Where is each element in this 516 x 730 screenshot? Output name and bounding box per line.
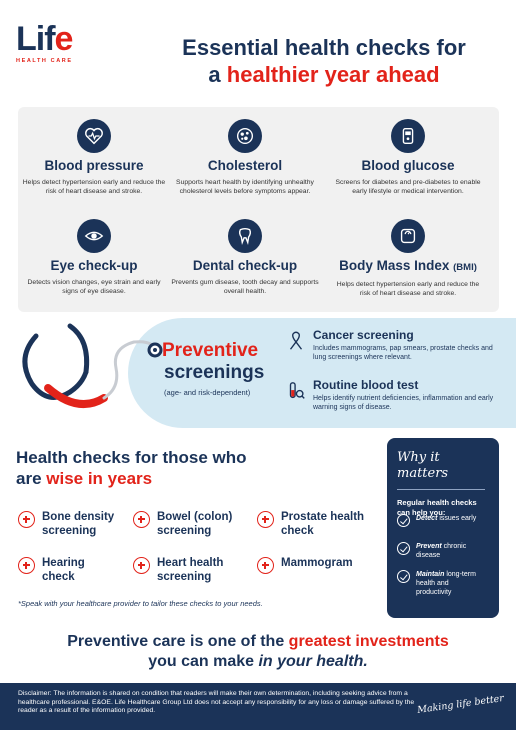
footer [0,683,516,730]
check-circle-icon [397,570,410,583]
check-title: Body Mass Index (BMI) [339,258,477,273]
wise-item-heart: Heart health screening [133,556,237,584]
closing-line-2: you can make in your health. [148,653,368,670]
page-title [154,34,494,88]
check-circle-icon [397,542,410,555]
why-subtitle: Regular health checks can help you: [397,498,477,517]
closing-statement [0,632,516,672]
wise-heading-line-2: are wise in years [16,469,153,488]
screening-title: Routine blood test [313,378,419,392]
check-blood-pressure [14,119,174,196]
stethoscope-icon [8,318,168,438]
plus-icon [133,557,150,574]
plus-icon [18,557,35,574]
plus-icon [257,511,274,528]
wise-item-mammogram: Mammogram [257,556,381,574]
check-dental [165,219,325,296]
screening-description: Includes mammograms, pap smears, prostate checks and lung screenings where relevant. [313,345,493,361]
glucose-meter-icon [391,119,425,153]
tailor-note: *Speak with your healthcare provider to tailor these checks to your needs. [18,599,263,608]
check-description: Supports heart health by identifying unhealthy cholesterol levels before symptoms appear. [176,179,314,195]
disclaimer-text: Disclaimer: The information is shared on condition that readers will make their own determination, including seeking advice from a healthcare professional. E&OE. Life Healthcare Group Ltd does not accept any responsibility for any loss or damage suffered by the reader as a result of the information provided. [18,690,415,715]
closing-line-1: Preventive care is one of the greatest investments [67,633,449,650]
why-title: Why it matters [397,450,449,481]
plus-icon [18,511,35,528]
preventive-title-accent: Preventive [162,340,259,361]
wise-item-bone-density: Bone density screening [18,510,128,538]
check-title: Dental check-up [192,258,298,273]
screening-title: Cancer screening [313,328,414,342]
why-item-maintain: Maintain long-term health and productivity [397,570,486,597]
wise-heading-line-1: Health checks for those who [16,448,247,467]
check-bmi [328,219,488,298]
check-title: Blood glucose [361,158,455,173]
tooth-icon [228,219,262,253]
eye-icon [77,219,111,253]
check-title: Eye check-up [50,258,138,273]
screening-description: Helps identify nutrient deficiencies, inflammation and early warning signs of disease. [313,395,494,411]
wise-item-bowel: Bowel (colon) screening [133,510,249,538]
ribbon-icon [285,330,307,352]
check-blood-glucose [328,119,488,196]
check-title: Blood pressure [44,158,144,173]
check-description: Helps detect hypertension early and reduce the risk of heart disease and stroke. [22,179,166,195]
why-item-prevent: Prevent chronic disease [397,542,486,560]
check-description: Prevents gum disease, tooth decay and supports overall health. [171,279,319,295]
cholesterol-molecule-icon [228,119,262,153]
check-title: Cholesterol [207,158,283,173]
title-line-2: a healthier year ahead [208,62,440,87]
heart-pulse-icon [77,119,111,153]
test-tube-icon [285,380,307,402]
wise-in-years-heading [16,447,247,489]
life-healthcare-logo [16,22,92,68]
scale-icon [391,219,425,253]
cancer-screening [285,328,495,362]
plus-icon [133,511,150,528]
title-line-1: Essential health checks for [182,35,466,60]
check-eye [14,219,174,296]
preventive-title [162,340,264,397]
tagline: Making life better [416,692,505,717]
check-cholesterol [165,119,325,196]
check-description: Helps detect hypertension early and reduce the risk of heart disease and stroke. [336,281,480,297]
why-it-matters-panel [387,438,499,618]
preventive-subtitle: (age- and risk-dependent) [164,388,251,397]
wise-item-hearing: Hearing check [18,556,102,584]
why-item-detect: Detect issues early [397,514,486,527]
check-description: Screens for diabetes and pre-diabetes to enable early lifestyle or medical intervention. [335,179,481,195]
logo-wordmark: Life [16,20,73,58]
routine-blood-test [285,378,495,412]
check-description: Detects vision changes, eye strain and early signs of eye disease. [27,279,161,295]
logo-subtitle: HEALTH CARE [16,58,73,64]
preventive-title-main: screenings [164,362,265,383]
why-divider [397,489,485,490]
plus-icon [257,557,274,574]
check-circle-icon [397,514,410,527]
wise-item-prostate: Prostate health check [257,510,381,538]
